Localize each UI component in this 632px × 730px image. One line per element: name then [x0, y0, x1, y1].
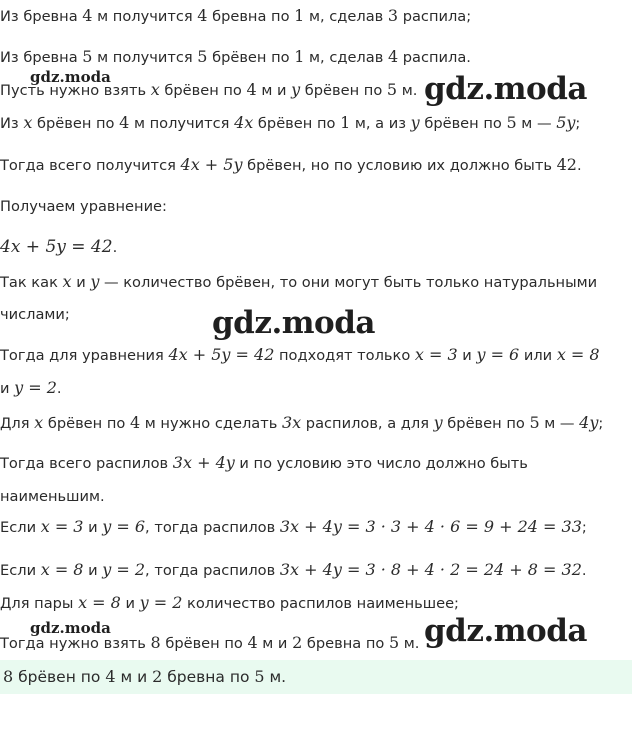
watermark-logo: gdz.moda	[424, 613, 587, 649]
text-segment: количество распилов наименьшее;	[182, 595, 459, 612]
text-segment: Тогда нужно взять	[0, 635, 151, 652]
math-segment: 1	[294, 47, 305, 66]
text-segment: Так как	[0, 274, 63, 291]
math-segment: 5	[386, 80, 398, 99]
text-segment: Если	[0, 562, 41, 579]
math-segment: x = 8	[78, 593, 121, 612]
math-segment: 4x	[234, 113, 254, 132]
text-segment: Если	[0, 519, 41, 536]
text-segment: и	[0, 380, 15, 397]
answer-box	[0, 660, 632, 694]
solution-line	[0, 113, 580, 134]
math-segment: 4	[197, 6, 208, 25]
math-segment: 8	[150, 633, 161, 652]
text-segment: .	[56, 380, 62, 397]
math-segment: 3x + 4y = 3 · 3 + 4 · 6 = 9 + 24 = 33	[279, 517, 582, 536]
solution-line	[0, 345, 600, 366]
math-segment: 5	[82, 47, 93, 66]
watermark-logo: gdz.moda	[212, 305, 375, 341]
text-segment: , тогда распилов	[145, 562, 280, 579]
text-segment: Пусть нужно взять	[0, 82, 151, 99]
solution-line	[0, 197, 167, 217]
math-segment: y	[90, 272, 100, 291]
text-segment: м —	[516, 115, 557, 132]
text-segment: м —	[539, 415, 580, 432]
solution-line	[0, 305, 70, 325]
solution-line	[0, 453, 528, 474]
math-segment: 4	[387, 47, 399, 66]
solution-line	[0, 378, 62, 399]
text-segment: Тогда для уравнения	[0, 347, 169, 364]
math-segment: y = 6	[102, 517, 146, 536]
math-segment: x	[34, 413, 44, 432]
math-segment: 5y	[556, 113, 576, 132]
text-segment: распила;	[398, 8, 472, 25]
text-segment: .	[581, 562, 587, 579]
solution-line	[0, 560, 587, 581]
math-segment: y = 2	[102, 560, 146, 579]
text-segment: м получится	[129, 115, 235, 132]
text-segment: брёвен по	[253, 115, 341, 132]
text-segment: и	[71, 274, 91, 291]
math-segment: 4	[247, 633, 258, 652]
text-segment: м и	[256, 82, 292, 99]
text-segment: Тогда всего получится	[0, 157, 181, 174]
math-segment: 4x + 5y = 42	[0, 237, 113, 257]
math-segment: 4x + 5y = 42	[168, 345, 275, 364]
math-segment: 5	[197, 47, 208, 66]
text-segment: числами;	[0, 306, 70, 323]
text-segment: м.	[399, 635, 420, 652]
text-segment: брёвен по	[419, 115, 507, 132]
math-segment: 3x + 4y	[172, 453, 235, 472]
text-segment: ;	[598, 415, 604, 432]
math-segment: 5	[388, 633, 400, 652]
text-segment: .	[576, 157, 582, 174]
text-segment: брёвен по	[207, 49, 295, 66]
text-segment: брёвен по	[32, 115, 120, 132]
solution-line	[0, 413, 603, 434]
text-segment: Для пары	[0, 595, 79, 612]
text-segment: Из бревна	[0, 49, 83, 66]
text-segment: Тогда всего распилов	[0, 455, 173, 472]
text-segment: м и	[257, 635, 293, 652]
math-segment: 4	[105, 667, 116, 686]
text-segment: м получится	[92, 49, 198, 66]
text-segment: брёвен по	[159, 82, 247, 99]
text-segment: м, сделав	[304, 8, 388, 25]
math-segment: x	[150, 80, 160, 99]
math-segment: 1	[340, 113, 351, 132]
text-segment: брёвен по	[43, 415, 130, 432]
solution-line	[0, 593, 459, 614]
equation-line	[0, 237, 117, 258]
math-segment: x = 8	[556, 345, 600, 364]
text-segment: Для	[0, 415, 35, 432]
math-segment: x = 3	[414, 345, 458, 364]
text-segment: .	[112, 239, 118, 256]
watermark-logo: gdz.moda	[424, 71, 587, 107]
watermark-logo: gdz.moda	[30, 68, 111, 86]
math-segment: y = 2	[14, 378, 57, 397]
solution-line	[0, 487, 105, 507]
text-segment: распила.	[398, 49, 471, 66]
text-segment: и	[120, 595, 140, 612]
text-segment: , тогда распилов	[145, 519, 280, 536]
math-segment: 42	[556, 155, 577, 174]
math-segment: x	[23, 113, 33, 132]
text-segment: и по условию это число должно быть	[234, 455, 528, 472]
math-segment: y	[291, 80, 301, 99]
math-segment: 4x + 5y	[180, 155, 243, 174]
text-segment: бревна по	[162, 668, 255, 686]
text-segment: м.	[397, 82, 418, 99]
text-segment: и	[83, 562, 103, 579]
math-segment: 2	[152, 667, 163, 686]
text-segment: м получится	[92, 8, 198, 25]
text-segment: брёвен по	[13, 668, 106, 686]
text-segment: и	[457, 347, 477, 364]
text-segment: бревна по	[207, 8, 295, 25]
math-segment: y	[410, 113, 420, 132]
math-segment: 4	[246, 80, 257, 99]
math-segment: 8	[3, 667, 14, 686]
math-segment: 4	[82, 6, 93, 25]
math-segment: 3x	[281, 413, 302, 432]
math-segment: 3x + 4y = 3 · 8 + 4 · 2 = 24 + 8 = 32	[279, 560, 582, 579]
text-segment: или	[519, 347, 557, 364]
text-segment: Из	[0, 115, 24, 132]
text-segment: наименьшим.	[0, 488, 105, 505]
math-segment: 5	[254, 667, 265, 686]
math-segment: y = 2	[139, 593, 183, 612]
watermark-logo: gdz.moda	[30, 619, 111, 637]
math-segment: x = 8	[40, 560, 84, 579]
text-segment: м и	[115, 668, 153, 686]
text-segment: Получаем уравнение:	[0, 198, 167, 215]
text-segment: брёвен по	[442, 415, 530, 432]
math-segment: 3	[387, 6, 399, 25]
text-segment: подходят только	[274, 347, 415, 364]
text-segment: и	[83, 519, 103, 536]
text-segment: м, сделав	[304, 49, 388, 66]
text-segment: брёвен, но по условию их должно быть	[242, 157, 557, 174]
math-segment: x	[62, 272, 72, 291]
solution-line	[0, 517, 587, 538]
math-segment: y = 6	[476, 345, 520, 364]
text-segment: ;	[581, 519, 587, 536]
math-segment: 2	[292, 633, 303, 652]
solution-line	[0, 47, 471, 68]
math-segment: x = 3	[40, 517, 84, 536]
solution-line	[0, 272, 597, 293]
math-segment: 4	[129, 413, 141, 432]
text-segment: бревна по	[302, 635, 389, 652]
text-segment: брёвен по	[160, 635, 248, 652]
math-segment: 4y	[579, 413, 599, 432]
text-segment: ;	[575, 115, 581, 132]
math-segment: 5	[529, 413, 540, 432]
text-segment: м, а из	[350, 115, 411, 132]
text-segment: м нужно сделать	[140, 415, 282, 432]
math-segment: 5	[506, 113, 517, 132]
text-segment: брёвен по	[300, 82, 387, 99]
solution-line	[0, 155, 582, 176]
math-segment: 1	[294, 6, 305, 25]
math-segment: y	[433, 413, 443, 432]
text-segment: распилов, а для	[301, 415, 434, 432]
solution-line	[0, 6, 471, 27]
text-segment: Из бревна	[0, 8, 83, 25]
math-segment: 4	[119, 113, 130, 132]
text-segment: м.	[264, 668, 287, 686]
text-segment: — количество брёвен, то они могут быть только натуральными	[99, 274, 598, 291]
